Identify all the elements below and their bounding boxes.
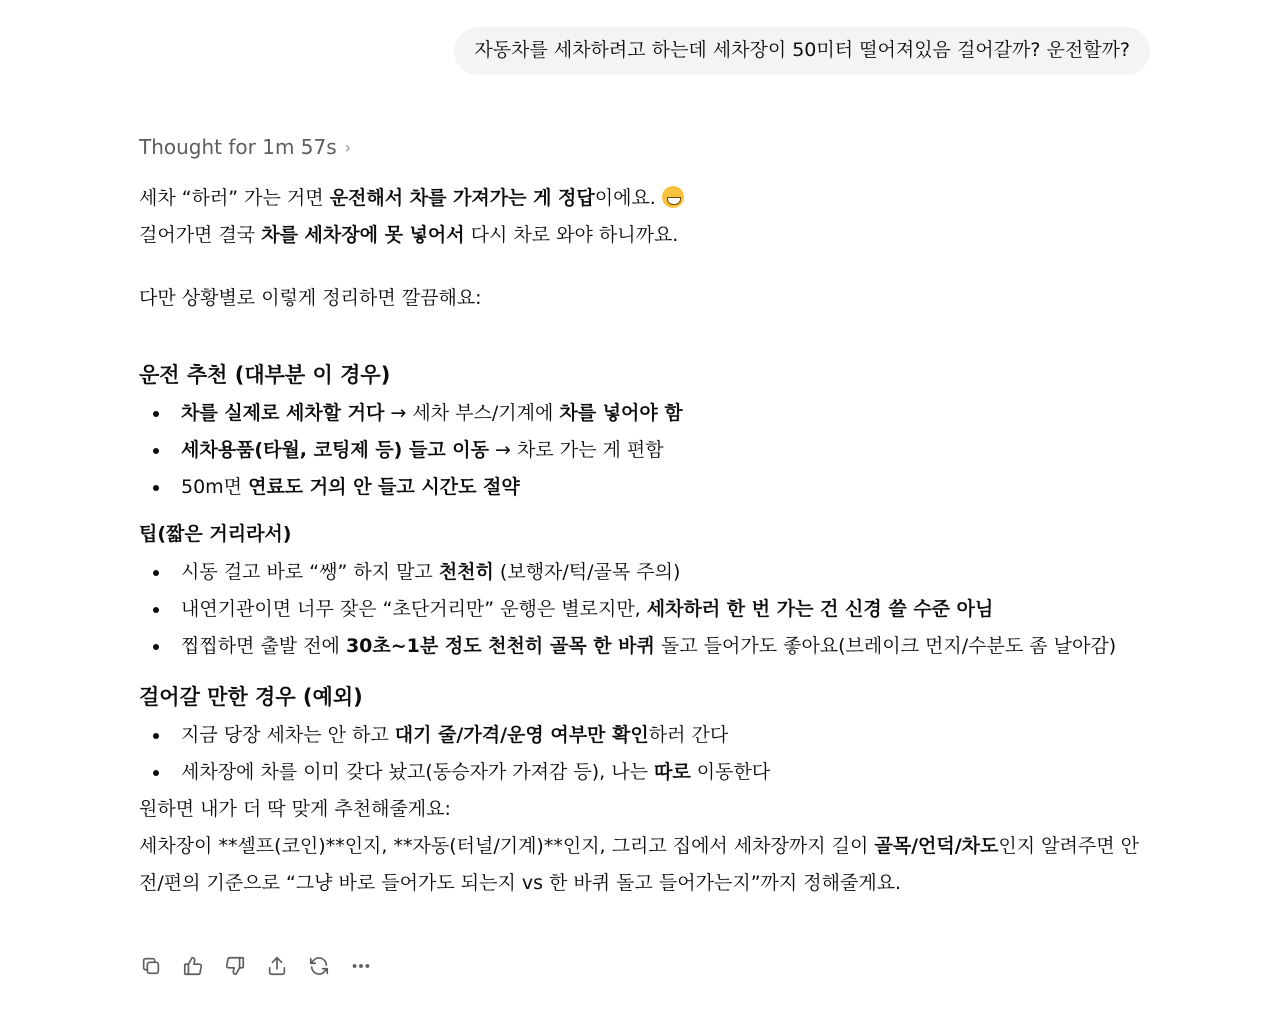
copy-button[interactable] [139,952,163,980]
text: 50m면 [181,476,249,498]
chevron-right-icon: › [344,137,352,157]
heading-walk: 걸어갈 만한 경우 (예외) [139,685,363,709]
regenerate-icon [308,955,330,977]
text: 이에요. [594,187,662,209]
text: 걸어가면 결국 [139,224,262,246]
list-item [181,754,1139,791]
bold-text: 차를 실제로 세차할 거다 [181,402,385,424]
bold-text: 따로 [653,761,691,783]
thought-toggle[interactable] [139,135,351,159]
share-button[interactable] [265,952,289,980]
answer-paragraph-1 [139,180,1139,217]
bold-text: 30초~1분 정도 천천히 골목 한 바퀴 [345,635,655,657]
bold-text: 천천히 [438,561,494,583]
answer-paragraph-4: 원하면 내가 더 딱 맞게 추천해줄게요: [139,798,451,820]
answer-paragraph-5 [139,828,1139,902]
text: 세차장이 **셀프(코인)**인지, **자동(터널/기계)**인지, 그리고 집에서 세차장까지 길이 [139,835,875,857]
more-options-button[interactable] [349,952,373,980]
list-item [181,591,1139,628]
thumbs-down-icon [224,955,246,977]
regenerate-button[interactable] [307,952,331,980]
list-item [181,628,1139,665]
bold-text: 골목/언덕/차도 [874,835,999,857]
text: 세차 “하러” 가는 거면 [139,187,330,209]
list-item [181,717,1139,754]
thumbs-up-icon [182,955,204,977]
user-message-text: 자동차를 세차하려고 하는데 세차장이 50미터 떨어져있음 걸어갈까? 운전할까? [474,39,1130,61]
assistant-message [139,180,1139,902]
thought-label: Thought for 1m 57s [139,135,337,159]
copy-icon [140,955,162,977]
bold-text: 세차용품(타월, 코팅제 등) 들고 이동 [181,439,490,461]
answer-paragraph-3: 다만 상황별로 이렇게 정리하면 깔끔해요: [139,287,482,309]
text: 세차장에 차를 이미 갖다 놨고(동승자가 가져감 등), 나는 [181,761,654,783]
thumbs-up-button[interactable] [181,952,205,980]
walk-list [139,717,1139,791]
text: → 차로 가는 게 편함 [489,439,664,461]
heading-tip: 팁(짧은 거리라서) [139,523,292,545]
grinning-emoji-icon [662,186,684,208]
text: (보행자/턱/골목 주의) [493,561,681,583]
text: → 세차 부스/기계에 [384,402,560,424]
text: 인지 알려주면 안전/편의 기준으로 “그냥 바로 들어가도 되는지 vs 한 바퀴 돌고 들어가는지”까지 정해줄게요. [139,835,1139,894]
bold-text: 대기 줄/가격/운영 여부만 확인 [394,724,649,746]
answer-paragraph-2 [139,217,1139,254]
text: 시동 걸고 바로 “쌩” 하지 말고 [181,561,439,583]
heading-drive: 운전 추천 (대부분 이 경우) [139,363,391,387]
text: 지금 당장 세차는 안 하고 [181,724,395,746]
list-item [181,469,1139,506]
more-icon [350,955,372,977]
text: 찝찝하면 출발 전에 [181,635,346,657]
drive-list [139,395,1139,506]
list-item [181,432,1139,469]
bold-text: 연료도 거의 안 들고 시간도 절약 [248,476,520,498]
message-actions [139,952,373,980]
bold-text: 운전해서 차를 가져가는 게 정답 [329,187,595,209]
tip-list [139,554,1139,665]
list-item [181,554,1139,591]
bold-text: 차를 넣어야 함 [559,402,683,424]
text: 내연기관이면 너무 잦은 “초단거리만” 운행은 별로지만, [181,598,647,620]
thumbs-down-button[interactable] [223,952,247,980]
bold-text: 차를 세차장에 못 넣어서 [261,224,465,246]
text: 이동한다 [690,761,771,783]
bold-text: 세차하러 한 번 가는 건 신경 쓸 수준 아님 [646,598,994,620]
list-item [181,395,1139,432]
user-message-bubble [454,27,1150,75]
text: 하러 간다 [648,724,729,746]
share-icon [266,955,288,977]
text: 다시 차로 와야 하니까요. [464,224,679,246]
text: 돌고 들어가도 좋아요(브레이크 먼지/수분도 좀 날아감) [654,635,1117,657]
